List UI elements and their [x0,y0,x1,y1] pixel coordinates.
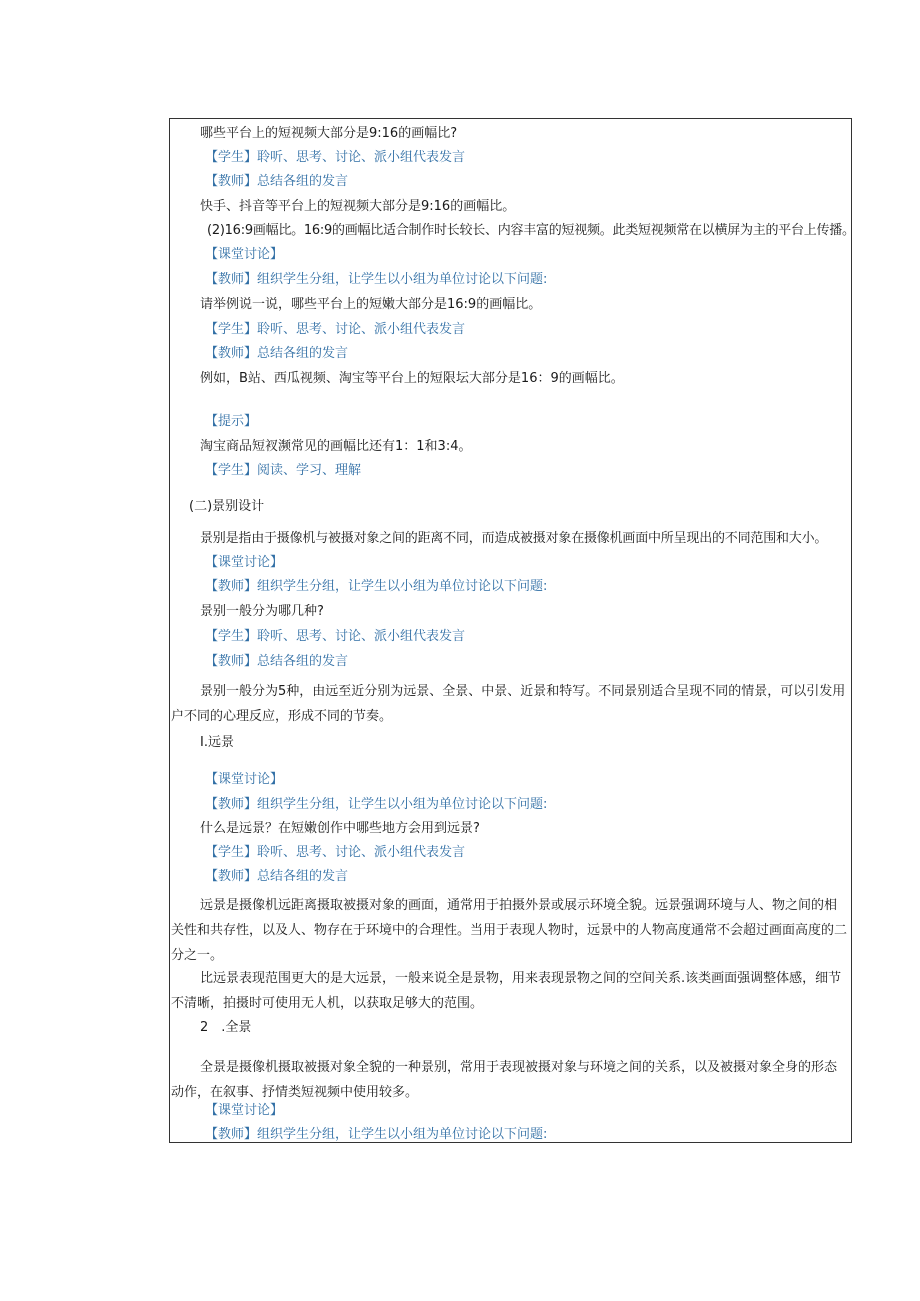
subheading: I.远景 [200,735,234,750]
student-label: 【学生】聆听、思考、讨论、派小组代表发言 [205,150,466,165]
paragraph: 景别一般分为5种，由远至近分别为远景、全景、中景、近景和特写。不同景别适合呈现不同的情景，可以引发用户不同的心理反应，形成不同的节奏。 [171,684,846,724]
teacher-label: 【教师】组织学生分组，让学生以小组为单位讨论以下问题: [205,579,548,594]
student-label: 【学生】聆听、思考、讨论、派小组代表发言 [205,322,466,337]
text-line: 请举例说一说，哪些平台上的短嫩大部分是16:9的画幅比。 [200,297,542,312]
teacher-label: 【教师】组织学生分组，让学生以小组为单位讨论以下问题: [205,797,548,812]
discussion-label: 【课堂讨论】 [205,247,284,262]
hint-label: 【提示】 [205,414,258,429]
text-line: (2)16:9画幅比。16:9的画幅比适合制作时长较长、内容丰富的短视频。此类短视频常在以横屏为主的平台上传播。 [207,223,855,238]
teacher-label: 【教师】总结各组的发言 [205,346,349,361]
student-label: 【学生】聆听、思考、讨论、派小组代表发言 [205,629,466,644]
discussion-label: 【课堂讨论】 [205,772,284,787]
text-line: 例如，B站、西瓜视频、淘宝等平台上的短限坛大部分是16：9的画幅比。 [200,371,624,386]
discussion-label: 【课堂讨论】 [205,555,284,570]
teacher-label: 【教师】组织学生分组，让学生以小组为单位讨论以下问题: [205,1127,548,1142]
text-line: 景别一般分为哪几种? [200,604,324,619]
discussion-label: 【课堂讨论】 [205,1103,284,1118]
text-line: 淘宝商品短衩濒常见的画幅比还有1：1和3:4。 [200,439,472,454]
student-label: 【学生】阅读、学习、理解 [205,463,362,478]
paragraph: 远景是摄像机远距离摄取被摄对象的画面，通常用于拍摄外景或展示环境全貌。远景强调环境与人、物之间的相关性和共存性，以及人、物存在于环境中的合理性。当用于表现人物时，远景中的人物高度通常不会超过画面高度的二分之一。 [171,898,848,963]
section-heading: (二)景别设计 [189,499,265,514]
teacher-label: 【教师】总结各组的发言 [205,174,349,189]
text-line: 景别是指由于摄像机与被摄对象之间的距离不同，而造成被摄对象在摄像机画面中所呈现出的不同范围和大小。 [200,531,828,546]
text-line: 快手、抖音等平台上的短视频大部分是9:16的画幅比。 [200,199,516,214]
text-line: 哪些平台上的短视频大部分是9:16的画幅比? [200,126,458,141]
teacher-label: 【教师】总结各组的发言 [205,869,349,884]
subheading: 2 .全景 [200,1020,252,1035]
paragraph: 比远景表现范围更大的是大远景，一般来说全是景物，用来表现景物之间的空间关系.该类画面强调整体感，细节不清晰，拍摄时可使用无人机，以获取足够大的范围。 [171,971,842,1011]
text-line: 什么是远景？在短嫩创作中哪些地方会用到远景? [200,821,480,836]
paragraph: 全景是摄像机摄取被摄对象全貌的一种景别，常用于表现被摄对象与环境之间的关系，以及被摄对象全身的形态动作，在叙事、抒情类短视频中使用较多。 [171,1060,838,1100]
teacher-label: 【教师】组织学生分组，让学生以小组为单位讨论以下问题: [205,272,548,287]
teacher-label: 【教师】总结各组的发言 [205,654,349,669]
student-label: 【学生】聆听、思考、讨论、派小组代表发言 [205,845,466,860]
